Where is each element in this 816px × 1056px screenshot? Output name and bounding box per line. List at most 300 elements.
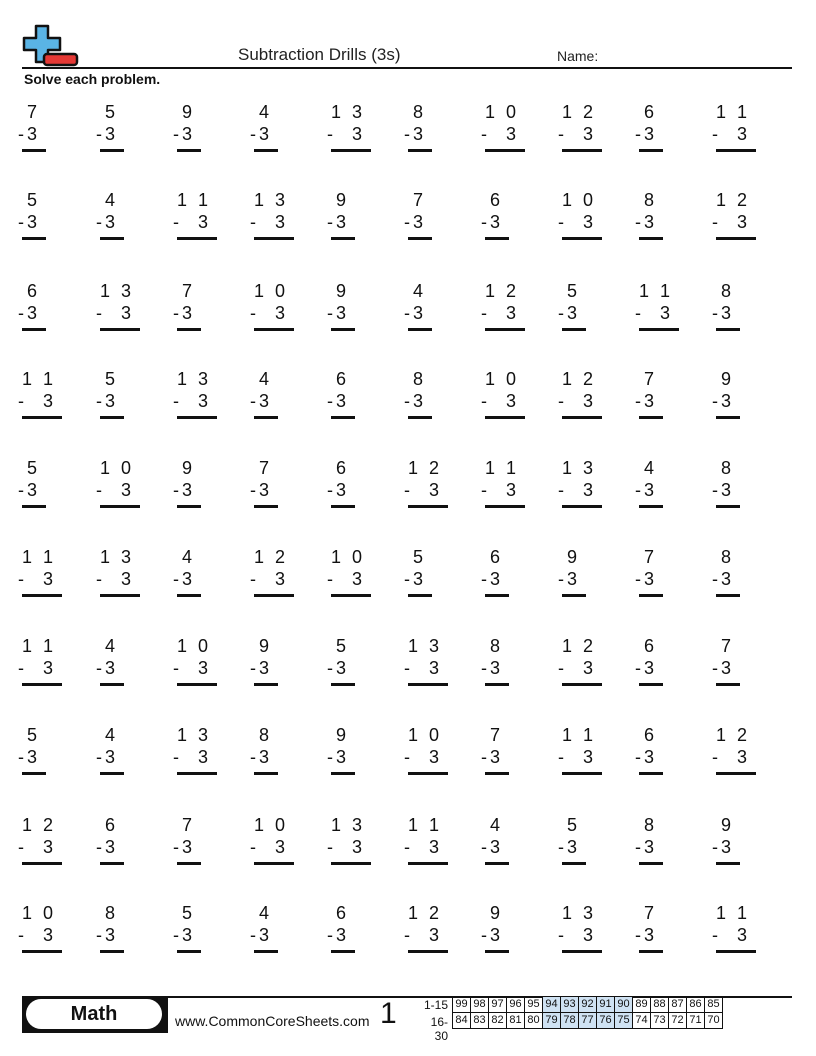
problem — [557, 636, 602, 686]
minuend: 8 — [720, 458, 734, 478]
subtrahend: -3 — [17, 747, 40, 767]
problem — [557, 547, 586, 597]
minuend: 8 — [720, 547, 734, 567]
minuend: 7 — [489, 725, 503, 745]
minuend: 1 1 — [21, 369, 56, 389]
answer-line — [100, 328, 140, 331]
problem — [172, 725, 217, 775]
problem — [557, 725, 602, 775]
subtrahend: - 3 — [17, 925, 56, 945]
problem — [172, 190, 217, 240]
subtrahend: -3 — [17, 303, 40, 323]
problem — [557, 281, 586, 331]
subtrahend: -3 — [249, 391, 272, 411]
problem — [557, 458, 602, 508]
problem — [172, 281, 201, 331]
problem — [557, 903, 602, 953]
subtrahend: -3 — [403, 212, 426, 232]
minuend: 7 — [720, 636, 734, 656]
score-cell: 88 — [651, 997, 669, 1013]
score-row-2 — [453, 1013, 723, 1029]
answer-line — [100, 594, 140, 597]
score-cell: 98 — [471, 997, 489, 1013]
minuend: 6 — [489, 190, 503, 210]
answer-line — [254, 237, 294, 240]
subtrahend: -3 — [557, 569, 580, 589]
score-cell: 90 — [615, 997, 633, 1013]
answer-line — [177, 149, 201, 152]
problem — [326, 102, 371, 152]
minuend: 1 0 — [21, 903, 56, 923]
answer-line — [485, 237, 509, 240]
subtrahend: - 3 — [557, 480, 596, 500]
subtrahend: - 3 — [95, 303, 134, 323]
score-cell: 92 — [579, 997, 597, 1013]
problem — [95, 636, 124, 686]
minuend: 4 — [489, 815, 503, 835]
subtrahend: - 3 — [480, 303, 519, 323]
answer-line — [254, 683, 278, 686]
answer-line — [177, 416, 217, 419]
minuend: 9 — [720, 369, 734, 389]
minuend: 4 — [412, 281, 426, 301]
subtrahend: - 3 — [403, 480, 442, 500]
problem — [711, 458, 740, 508]
answer-line — [485, 772, 509, 775]
answer-line — [639, 683, 663, 686]
minuend: 6 — [335, 903, 349, 923]
subject-badge: Math — [26, 999, 162, 1029]
minuend: 1 3 — [99, 547, 134, 567]
minuend: 1 3 — [253, 190, 288, 210]
problem — [711, 369, 740, 419]
problem — [249, 725, 278, 775]
answer-line — [485, 328, 525, 331]
problem — [711, 190, 756, 240]
subtrahend: - 3 — [403, 925, 442, 945]
problem — [17, 636, 62, 686]
minuend: 1 2 — [407, 458, 442, 478]
score-cell: 96 — [507, 997, 525, 1013]
problem — [249, 458, 278, 508]
minuend: 8 — [489, 636, 503, 656]
minuend: 9 — [181, 102, 195, 122]
subtrahend: -3 — [249, 658, 272, 678]
subtrahend: - 3 — [480, 124, 519, 144]
minuend: 4 — [181, 547, 195, 567]
score-cell: 99 — [453, 997, 471, 1013]
minuend: 4 — [258, 369, 272, 389]
minuend: 5 — [335, 636, 349, 656]
answer-line — [177, 505, 201, 508]
problem — [557, 369, 602, 419]
answer-line — [408, 149, 432, 152]
minuend: 7 — [643, 369, 657, 389]
score-cell: 81 — [507, 1013, 525, 1029]
minuend: 1 2 — [561, 369, 596, 389]
subtrahend: - 3 — [403, 837, 442, 857]
problem — [403, 725, 448, 775]
answer-line — [639, 772, 663, 775]
minuend: 6 — [104, 815, 118, 835]
minuend: 8 — [720, 281, 734, 301]
subtrahend: -3 — [95, 391, 118, 411]
problem — [172, 815, 201, 865]
problem — [326, 903, 355, 953]
minuend: 4 — [643, 458, 657, 478]
subtrahend: -3 — [711, 837, 734, 857]
answer-line — [485, 862, 509, 865]
subtrahend: -3 — [172, 925, 195, 945]
subtrahend: -3 — [95, 925, 118, 945]
problem — [634, 725, 663, 775]
minuend: 1 0 — [99, 458, 134, 478]
score-cell: 93 — [561, 997, 579, 1013]
answer-line — [562, 328, 586, 331]
problem — [403, 815, 448, 865]
answer-line — [100, 149, 124, 152]
answer-line — [177, 237, 217, 240]
subtrahend: -3 — [711, 480, 734, 500]
answer-line — [639, 328, 679, 331]
problem — [326, 547, 371, 597]
answer-line — [408, 237, 432, 240]
minuend: 7 — [181, 281, 195, 301]
problem — [95, 903, 124, 953]
problem — [634, 281, 679, 331]
minuend: 5 — [566, 815, 580, 835]
answer-line — [562, 416, 602, 419]
problem — [326, 281, 355, 331]
subtrahend: -3 — [249, 480, 272, 500]
subtrahend: -3 — [326, 747, 349, 767]
subtrahend: -3 — [326, 391, 349, 411]
problem — [172, 369, 217, 419]
answer-line — [639, 950, 663, 953]
problem — [480, 903, 509, 953]
answer-line — [562, 149, 602, 152]
score-cell: 84 — [453, 1013, 471, 1029]
answer-line — [485, 683, 509, 686]
subtrahend: -3 — [249, 747, 272, 767]
subtrahend: - 3 — [403, 747, 442, 767]
score-cell: 79 — [543, 1013, 561, 1029]
problem — [711, 903, 756, 953]
subtrahend: - 3 — [17, 569, 56, 589]
subtrahend: -3 — [403, 303, 426, 323]
answer-line — [331, 505, 355, 508]
answer-line — [562, 237, 602, 240]
subtrahend: - 3 — [480, 391, 519, 411]
minuend: 7 — [26, 102, 40, 122]
worksheet-title: Subtraction Drills (3s) — [238, 45, 401, 64]
minuend: 7 — [643, 903, 657, 923]
answer-line — [177, 950, 201, 953]
problem — [634, 190, 663, 240]
problem — [172, 102, 201, 152]
subtrahend: -3 — [480, 747, 503, 767]
problem — [95, 725, 124, 775]
answer-line — [22, 416, 62, 419]
subtrahend: -3 — [172, 480, 195, 500]
answer-line — [331, 950, 355, 953]
subtrahend: -3 — [480, 837, 503, 857]
minuend: 1 1 — [638, 281, 673, 301]
subtrahend: -3 — [172, 124, 195, 144]
answer-line — [485, 594, 509, 597]
subtrahend: -3 — [17, 480, 40, 500]
answer-line — [562, 862, 586, 865]
subtrahend: -3 — [172, 837, 195, 857]
answer-line — [408, 416, 432, 419]
subtrahend: -3 — [634, 480, 657, 500]
subtrahend: -3 — [95, 837, 118, 857]
answer-line — [331, 683, 355, 686]
subtrahend: -3 — [480, 925, 503, 945]
problem — [480, 190, 509, 240]
answer-line — [408, 328, 432, 331]
score-cell: 70 — [705, 1013, 723, 1029]
score-cell: 89 — [633, 997, 651, 1013]
answer-line — [100, 683, 124, 686]
minuend: 5 — [412, 547, 426, 567]
minuend: 1 3 — [561, 458, 596, 478]
answer-line — [716, 862, 740, 865]
minuend: 1 2 — [484, 281, 519, 301]
answer-line — [716, 505, 740, 508]
problem — [403, 903, 448, 953]
answer-line — [485, 416, 525, 419]
subtrahend: - 3 — [711, 925, 750, 945]
subtrahend: - 3 — [17, 391, 56, 411]
minuend: 1 0 — [253, 281, 288, 301]
minuend: 1 3 — [407, 636, 442, 656]
subtrahend: -3 — [172, 303, 195, 323]
minuend: 1 1 — [715, 102, 750, 122]
problem — [17, 815, 62, 865]
minuend: 9 — [335, 725, 349, 745]
minuend: 1 0 — [484, 102, 519, 122]
minuend: 1 0 — [561, 190, 596, 210]
answer-line — [331, 416, 355, 419]
subtrahend: -3 — [326, 303, 349, 323]
score-row2-label: 16-30 — [430, 1015, 448, 1043]
problem — [326, 190, 355, 240]
answer-line — [331, 594, 371, 597]
subtrahend: - 3 — [480, 480, 519, 500]
subtrahend: -3 — [480, 658, 503, 678]
minuend: 1 3 — [561, 903, 596, 923]
subtrahend: - 3 — [172, 747, 211, 767]
problem — [480, 725, 509, 775]
subtrahend: -3 — [326, 212, 349, 232]
problem — [326, 725, 355, 775]
answer-line — [562, 683, 602, 686]
minuend: 5 — [566, 281, 580, 301]
subtrahend: - 3 — [557, 124, 596, 144]
subtrahend: - 3 — [95, 480, 134, 500]
subtrahend: -3 — [17, 212, 40, 232]
answer-line — [331, 149, 371, 152]
answer-line — [100, 950, 124, 953]
subtrahend: -3 — [403, 124, 426, 144]
answer-line — [639, 149, 663, 152]
answer-line — [254, 772, 278, 775]
subtrahend: -3 — [326, 658, 349, 678]
answer-line — [100, 772, 124, 775]
minuend: 4 — [258, 102, 272, 122]
answer-line — [639, 237, 663, 240]
problem — [249, 190, 294, 240]
problem — [95, 102, 124, 152]
answer-line — [22, 328, 46, 331]
answer-line — [485, 149, 525, 152]
subtrahend: - 3 — [557, 925, 596, 945]
problem — [17, 281, 46, 331]
answer-line — [716, 594, 740, 597]
answer-line — [716, 149, 756, 152]
instructions: Solve each problem. — [24, 71, 161, 87]
minuend: 1 2 — [561, 636, 596, 656]
minuend: 5 — [26, 458, 40, 478]
answer-line — [408, 683, 448, 686]
problem — [17, 369, 62, 419]
subtrahend: -3 — [95, 212, 118, 232]
subtrahend: - 3 — [95, 569, 134, 589]
answer-line — [716, 772, 756, 775]
score-table — [452, 996, 723, 1029]
subtrahend: -3 — [95, 658, 118, 678]
minuend: 1 2 — [21, 815, 56, 835]
problem — [403, 547, 432, 597]
minuend: 9 — [335, 281, 349, 301]
answer-line — [177, 772, 217, 775]
minuend: 1 2 — [715, 725, 750, 745]
minuend: 6 — [489, 547, 503, 567]
subtrahend: - 3 — [711, 124, 750, 144]
problem — [17, 190, 46, 240]
subtrahend: - 3 — [326, 569, 365, 589]
answer-line — [331, 862, 371, 865]
problem — [480, 458, 525, 508]
minuend: 1 1 — [21, 547, 56, 567]
problem — [557, 102, 602, 152]
score-cell: 97 — [489, 997, 507, 1013]
problem — [17, 903, 62, 953]
minuend: 1 1 — [561, 725, 596, 745]
minuend: 6 — [643, 725, 657, 745]
problem — [17, 725, 46, 775]
minuend: 6 — [643, 102, 657, 122]
subtrahend: - 3 — [557, 658, 596, 678]
minuend: 1 2 — [407, 903, 442, 923]
answer-line — [254, 594, 294, 597]
score-cell: 75 — [615, 1013, 633, 1029]
minuend: 9 — [489, 903, 503, 923]
problem — [326, 636, 355, 686]
answer-line — [22, 505, 46, 508]
minuend: 1 2 — [253, 547, 288, 567]
subtrahend: - 3 — [711, 747, 750, 767]
minuend: 1 0 — [330, 547, 365, 567]
problem — [95, 815, 124, 865]
problem — [557, 815, 586, 865]
problem — [95, 458, 140, 508]
minuend: 6 — [335, 369, 349, 389]
answer-line — [22, 950, 62, 953]
subtrahend: -3 — [634, 124, 657, 144]
answer-line — [331, 237, 355, 240]
score-row-1 — [453, 997, 723, 1013]
answer-line — [22, 149, 46, 152]
minuend: 5 — [104, 102, 118, 122]
minuend: 1 1 — [715, 903, 750, 923]
answer-line — [177, 328, 201, 331]
answer-line — [562, 594, 586, 597]
minuend: 1 3 — [330, 815, 365, 835]
subtrahend: - 3 — [711, 212, 750, 232]
minuend: 1 0 — [484, 369, 519, 389]
problem — [711, 636, 740, 686]
problem — [711, 102, 756, 152]
answer-line — [22, 594, 62, 597]
answer-line — [408, 950, 448, 953]
answer-line — [254, 950, 278, 953]
problem — [403, 369, 432, 419]
problem — [480, 281, 525, 331]
subtrahend: - 3 — [249, 837, 288, 857]
subtrahend: -3 — [326, 925, 349, 945]
problem — [634, 369, 663, 419]
score-cell: 77 — [579, 1013, 597, 1029]
problem — [711, 815, 740, 865]
problem — [95, 281, 140, 331]
subtrahend: -3 — [711, 303, 734, 323]
minuend: 5 — [181, 903, 195, 923]
problem — [17, 547, 62, 597]
answer-line — [639, 594, 663, 597]
problem — [249, 281, 294, 331]
problem — [480, 815, 509, 865]
minuend: 8 — [643, 815, 657, 835]
subtrahend: - 3 — [172, 658, 211, 678]
answer-line — [716, 328, 740, 331]
subtrahend: -3 — [557, 303, 580, 323]
minuend: 1 3 — [99, 281, 134, 301]
minuend: 1 3 — [330, 102, 365, 122]
subtrahend: -3 — [711, 391, 734, 411]
problem — [634, 636, 663, 686]
minuend: 5 — [26, 725, 40, 745]
subtrahend: - 3 — [557, 747, 596, 767]
subtrahend: - 3 — [249, 212, 288, 232]
subtrahend: -3 — [480, 212, 503, 232]
answer-line — [22, 237, 46, 240]
minuend: 8 — [258, 725, 272, 745]
subtrahend: -3 — [249, 124, 272, 144]
subtrahend: - 3 — [17, 837, 56, 857]
score-cell: 73 — [651, 1013, 669, 1029]
answer-line — [408, 862, 448, 865]
subtrahend: - 3 — [172, 391, 211, 411]
problem — [249, 636, 278, 686]
minuend: 4 — [104, 190, 118, 210]
problem — [480, 547, 509, 597]
page-number: 1 — [380, 997, 397, 1030]
problem — [711, 281, 740, 331]
problem — [557, 190, 602, 240]
problem — [172, 636, 217, 686]
